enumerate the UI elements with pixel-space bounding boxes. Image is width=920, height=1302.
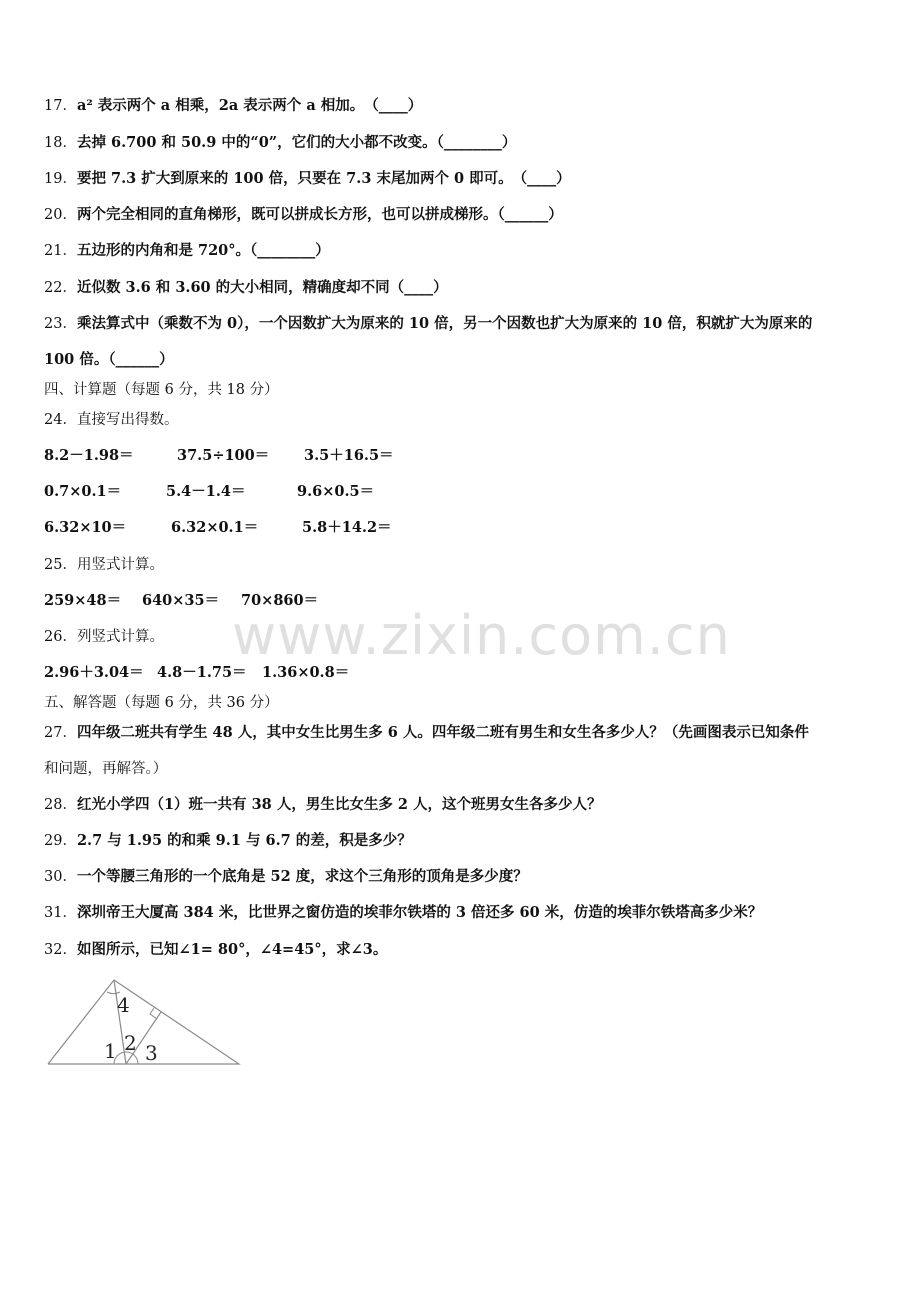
calc-item: 6.32×0.1＝ <box>171 519 259 536</box>
watermark: www.zixin.com.cn <box>232 604 731 667</box>
question-23 <box>44 314 880 334</box>
section-heading-calculation: 四、计算题（每题 6 分，共 18 分） <box>44 382 279 398</box>
question-text: 如图所示，已知∠1= 80°，∠4=45°，求∠3。 <box>76 941 388 958</box>
question-32 <box>44 940 880 960</box>
question-number: 20． <box>44 207 77 223</box>
question-number: 27． <box>44 725 77 741</box>
question-text: 用竖式计算。 <box>76 557 164 573</box>
question-number: 19． <box>44 171 77 187</box>
triangle-figure <box>44 976 244 1070</box>
question-22 <box>44 278 880 298</box>
question-text: 近似数 3.6 和 3.60 的大小相同，精确度却不同（____） <box>76 279 448 296</box>
question-27-continued: 和问题，再解答。） <box>44 761 168 777</box>
question-text: 列竖式计算。 <box>76 629 164 645</box>
calc-item: 0.7×0.1＝ <box>44 483 122 500</box>
question-29 <box>44 831 880 851</box>
calc-item: 70×860＝ <box>241 592 319 609</box>
calc-item: 4.8－1.75＝ <box>157 664 247 681</box>
calc-item: 37.5÷100＝ <box>177 447 270 464</box>
calc-item: 640×35＝ <box>142 592 220 609</box>
question-27 <box>44 723 880 743</box>
question-number: 17． <box>44 98 77 114</box>
question-20 <box>44 205 880 225</box>
question-number: 26． <box>44 629 77 645</box>
calc-item: 1.36×0.8＝ <box>262 664 350 681</box>
question-19 <box>44 169 880 189</box>
question-number: 32． <box>44 942 77 958</box>
calc-item: 2.96＋3.04＝ <box>44 664 144 681</box>
question-number: 29． <box>44 833 77 849</box>
calc-item: 6.32×10＝ <box>44 519 127 536</box>
question-number: 28． <box>44 797 77 813</box>
question-text: 五边形的内角和是 720°。（________） <box>76 242 330 259</box>
calc-item: 8.2－1.98＝ <box>44 447 134 464</box>
calc-item: 3.5＋16.5＝ <box>304 447 394 464</box>
question-30 <box>44 867 880 887</box>
question-number: 24． <box>44 412 77 428</box>
question-text: 乘法算式中（乘数不为 0），一个因数扩大为原来的 10 倍，另一个因数也扩大为原来的 10 倍，积就扩大为原来的 <box>76 315 813 332</box>
question-text: 2.7 与 1.95 的和乘 9.1 与 6.7 的差，积是多少？ <box>76 832 412 849</box>
calc-item: 5.4－1.4＝ <box>166 483 246 500</box>
question-number: 22． <box>44 280 77 296</box>
question-number: 31． <box>44 905 77 921</box>
calc-item: 9.6×0.5＝ <box>297 483 375 500</box>
question-number: 23． <box>44 316 77 332</box>
angle-label-3: 3 <box>145 1041 158 1065</box>
question-23-continued: 100 倍。（______） <box>44 351 174 368</box>
calc-item: 259×48＝ <box>44 592 122 609</box>
question-24 <box>44 410 880 430</box>
question-text: a² 表示两个 a 相乘，2a 表示两个 a 相加。 （____） <box>76 97 423 114</box>
question-17 <box>44 96 880 116</box>
question-text: 去掉 6.700 和 50.9 中的“0”，它们的大小都不改变。（________） <box>76 134 517 151</box>
question-text: 四年级二班共有学生 48 人，其中女生比男生多 6 人。四年级二班有男生和女生各多少人？（先画图表示已知条件 <box>76 724 809 741</box>
section-heading-word-problems: 五、解答题（每题 6 分，共 36 分） <box>44 695 279 711</box>
question-number: 30． <box>44 869 77 885</box>
question-text: 要把 7.3 扩大到原来的 100 倍，只要在 7.3 末尾加两个 0 即可。 （____） <box>76 170 571 187</box>
question-18 <box>44 133 880 153</box>
question-text: 一个等腰三角形的一个底角是 52 度，求这个三角形的顶角是多少度？ <box>76 868 528 885</box>
question-21 <box>44 241 880 261</box>
angle-label-2: 2 <box>124 1031 137 1055</box>
question-number: 21． <box>44 243 77 259</box>
question-number: 18． <box>44 135 77 151</box>
angle-label-4: 4 <box>117 993 130 1017</box>
question-text: 深圳帝王大厦高 384 米，比世界之窗仿造的埃菲尔铁塔的 3 倍还多 60 米，仿造的埃菲尔铁塔高多少米？ <box>76 904 763 921</box>
question-text: 直接写出得数。 <box>76 412 179 428</box>
calc-item: 5.8＋14.2＝ <box>302 519 392 536</box>
question-number: 25． <box>44 557 77 573</box>
question-text: 两个完全相同的直角梯形，既可以拼成长方形，也可以拼成梯形。（______） <box>76 206 563 223</box>
question-28 <box>44 795 880 815</box>
question-text: 红光小学四（1）班一共有 38 人，男生比女生多 2 人，这个班男女生各多少人？ <box>76 796 602 813</box>
question-25 <box>44 555 880 575</box>
question-31 <box>44 903 880 923</box>
angle-label-1: 1 <box>104 1039 117 1063</box>
